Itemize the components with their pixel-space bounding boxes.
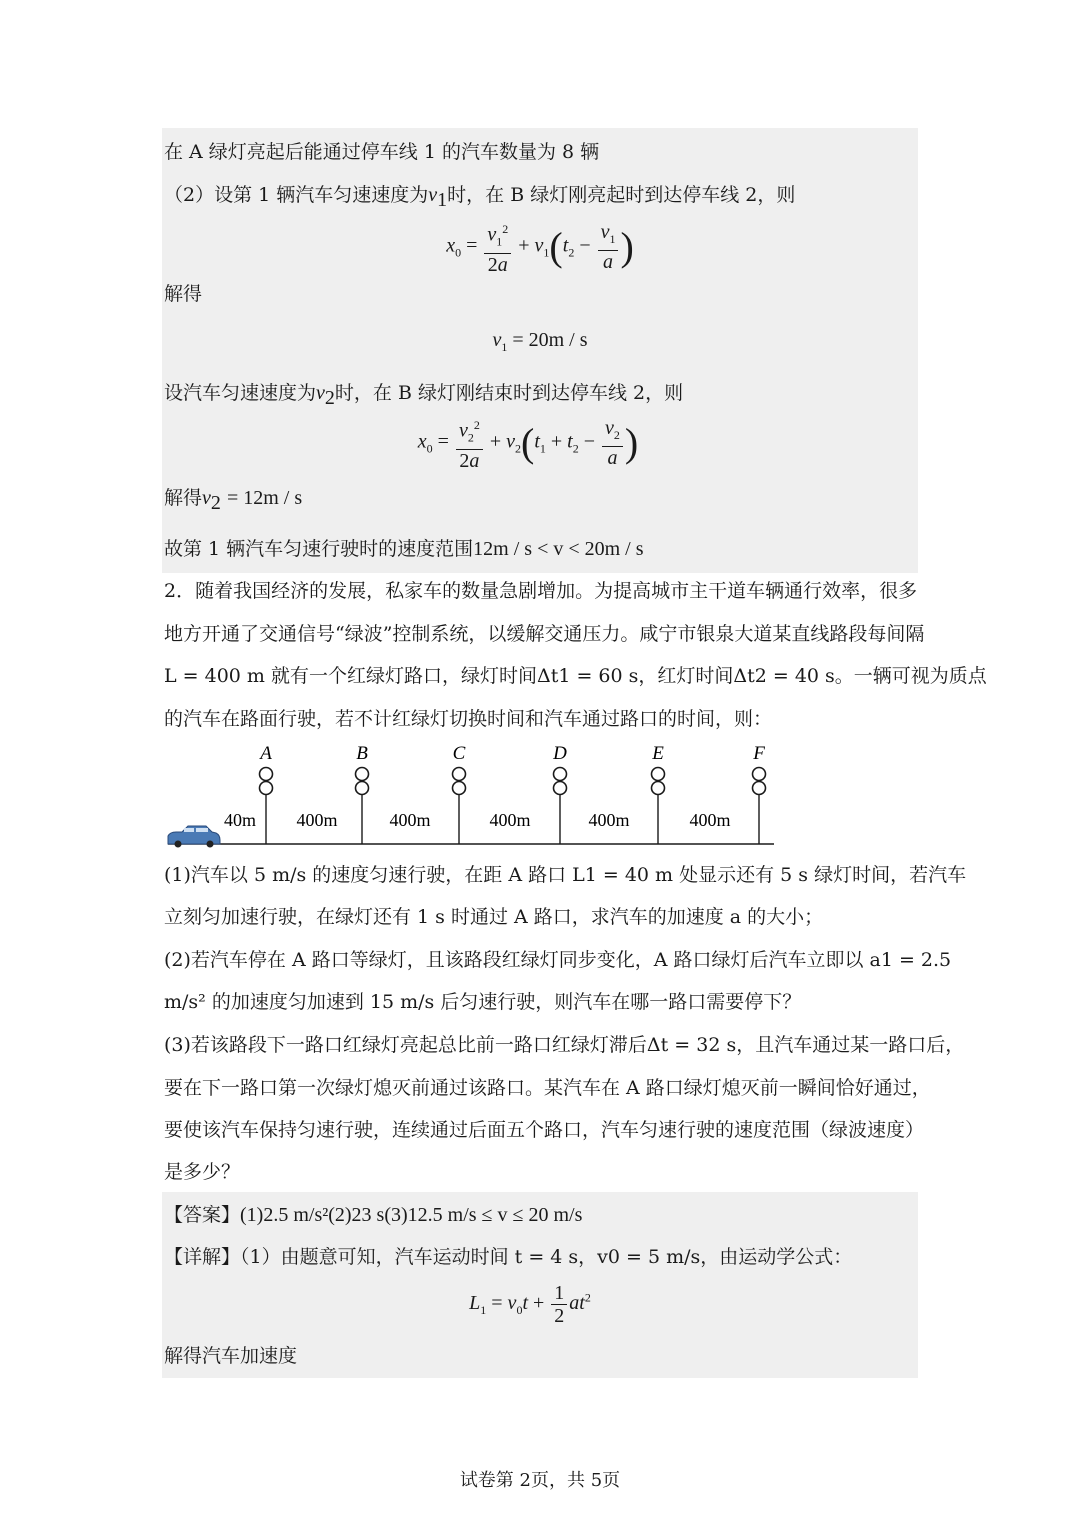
traffic-light-lamp bbox=[753, 768, 766, 781]
distance-label: 400m bbox=[389, 810, 431, 830]
car-icon bbox=[168, 826, 220, 848]
traffic-light-lamp bbox=[356, 782, 369, 795]
equation-L1: $L_1 = v_0t$ + $\frac{1}{2}$ $at^2$ bbox=[469, 1282, 591, 1327]
solution-jiede-2: 解得$v_2 = 12m / s$ bbox=[164, 487, 303, 514]
traffic-light-lamp bbox=[554, 768, 567, 781]
traffic-light-label: D bbox=[553, 743, 567, 764]
solution-line-4: 设汽车匀速速度为$v_2$时，在 B 绿灯刚结束时到达停车线 2，则 bbox=[164, 382, 684, 409]
traffic-light-lamp bbox=[554, 782, 567, 795]
question-3-line-1: (3)若该路段下一路口红绿灯亮起总比前一路口红绿灯滞后Δt = 32 s，且汽车通过某一路口后， bbox=[164, 1034, 965, 1056]
solution-conclusion: 故第 1 辆汽车匀速行驶时的速度范围12m / s < v < 20m / s bbox=[164, 538, 644, 560]
detail-line: 【详解】（1）由题意可知，汽车运动时间 t = 4 s，v0 = 5 m/s，由运动学公式： bbox=[164, 1246, 853, 1268]
traffic-light-lamp bbox=[453, 782, 466, 795]
question-3-line-4: 是多少？ bbox=[164, 1161, 241, 1183]
traffic-light-lamp bbox=[753, 782, 766, 795]
traffic-light-diagram bbox=[162, 740, 782, 850]
problem2-para-3: L = 400 m 就有一个红绿灯路口，绿灯时间Δt1 = 60 s，红灯时间Δt2 = 40 s。一辆可视为质点 bbox=[164, 665, 987, 687]
question-3-line-2: 要在下一路口第一次绿灯熄灭前通过该路口。某汽车在 A 路口绿灯熄灭前一瞬间恰好通过， bbox=[164, 1077, 931, 1099]
question-3-line-3: 要使该汽车保持匀速行驶，连续通过后面五个路口，汽车匀速行驶的速度范围（绿波速度） bbox=[164, 1119, 925, 1141]
traffic-light-label: F bbox=[753, 743, 765, 764]
page-footer: 试卷第 2页，共 5页 bbox=[459, 1470, 621, 1491]
traffic-light-lamp bbox=[260, 782, 273, 795]
solution-jiede-1: 解得 bbox=[164, 283, 203, 305]
distance-label: 40m bbox=[223, 810, 257, 830]
traffic-light-lamp bbox=[652, 768, 665, 781]
solution-line-1: 在 A 绿灯亮起后能通过停车线 1 的汽车数量为 8 辆 bbox=[164, 141, 600, 163]
traffic-light-lamp bbox=[652, 782, 665, 795]
traffic-light-label: B bbox=[356, 743, 368, 764]
question-2-line-1: (2)若汽车停在 A 路口等绿灯，且该路段红绿灯同步变化，A 路口绿灯后汽车立即以 a1 = 2.5 bbox=[164, 949, 952, 971]
distance-label: 400m bbox=[689, 810, 731, 830]
question-2-line-2: m/s² 的加速度匀加速到 15 m/s 后匀速行驶，则汽车在哪一路口需要停下？ bbox=[164, 991, 802, 1013]
distance-label: 400m bbox=[296, 810, 338, 830]
detail-last-line: 解得汽车加速度 bbox=[164, 1345, 298, 1367]
solution-line-2: （2）设第 1 辆汽车匀速速度为$v_1$时，在 B 绿灯刚亮起时到达停车线 2，则 bbox=[164, 184, 796, 211]
traffic-light-lamp bbox=[356, 768, 369, 781]
problem2-para-4: 的汽车在路面行驶，若不计红绿灯切换时间和汽车通过路口的时间，则： bbox=[164, 708, 773, 730]
traffic-light-lamp bbox=[260, 768, 273, 781]
distance-label: 400m bbox=[588, 810, 630, 830]
traffic-light-label: E bbox=[652, 743, 664, 764]
equation-x0-v2: $x_0$ = $\frac{v_2^2}{2a}$ + $v_2(t_1 + t_2$ − $\frac{v_2}{a}$ ) bbox=[0, 414, 1068, 472]
equation-v1-result: $v_1 = 20m / s$ bbox=[492, 329, 588, 354]
traffic-light-label: C bbox=[452, 743, 466, 764]
traffic-light-label: A bbox=[260, 743, 272, 764]
distance-label: 400m bbox=[489, 810, 531, 830]
answer-line: 【答案】(1)2.5 m/s²(2)23 s(3)12.5 m/s ≤ v ≤ 20 m/s bbox=[164, 1204, 583, 1226]
question-1-line-2: 立刻匀加速行驶，在绿灯还有 1 s 时通过 A 路口，求汽车的加速度 a 的大小； bbox=[164, 906, 824, 928]
traffic-light-lamp bbox=[453, 768, 466, 781]
equation-x0-v1: $x_0$ = $\frac{v_1^2}{2a}$ + $v_1(t_2$ − $\frac{v_1}{a}$ ) bbox=[0, 218, 1080, 276]
question-1-line-1: (1)汽车以 5 m/s 的速度匀速行驶，在距 A 路口 L1 = 40 m 处显示还有 5 s 绿灯时间，若汽车 bbox=[164, 864, 967, 886]
problem2-para-1: 2．随着我国经济的发展，私家车的数量急剧增加。为提高城市主干道车辆通行效率，很多 bbox=[164, 580, 918, 602]
problem2-para-2: 地方开通了交通信号“绿波”控制系统，以缓解交通压力。咸宁市银泉大道某直线路段每间隔 bbox=[164, 623, 925, 645]
